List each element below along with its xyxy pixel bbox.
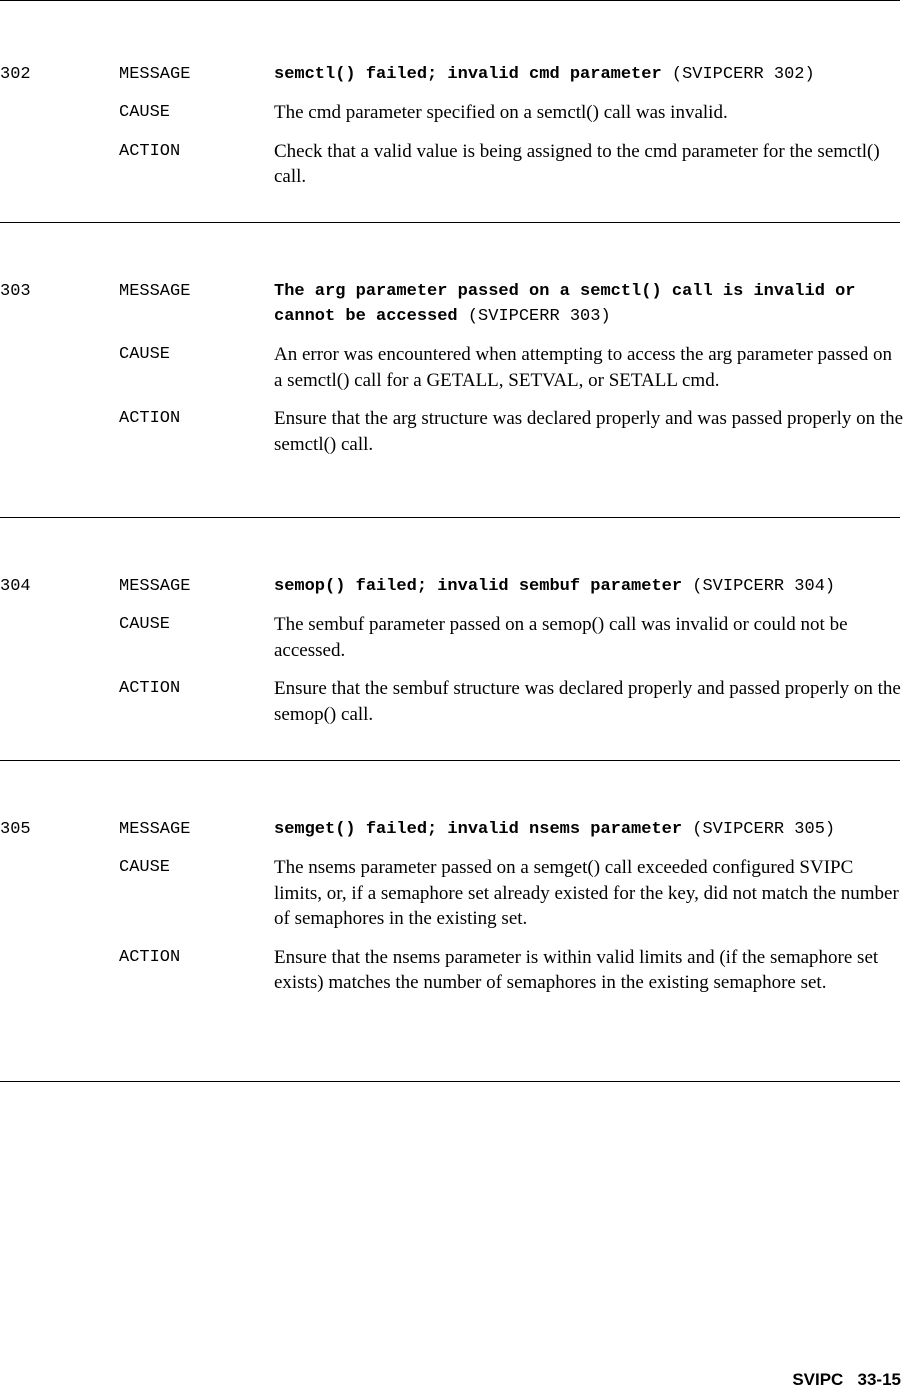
message-row [0,62,907,87]
message-label: MESSAGE [119,65,191,84]
error-entry-302 [0,62,907,190]
cause-text: The sembuf parameter passed on a semop() call was invalid or could not be accessed. [274,614,848,661]
cause-label: CAUSE [119,103,171,122]
action-label: ACTION [119,679,181,698]
cause-row [0,612,907,663]
page-footer [792,1370,901,1390]
cause-row [0,100,907,126]
action-text: Ensure that the sembuf structure was declared properly and passed properly on the semop() call. [274,678,901,725]
error-code: 302 [0,65,31,84]
message-main: semget() failed; invalid nsems parameter [274,820,683,839]
message-main: The arg parameter passed on a semctl() call is invalid or cannot be accessed [274,282,856,326]
error-code: 305 [0,820,31,839]
message-label: MESSAGE [119,282,191,301]
top-rule [0,0,900,1]
action-row [0,406,907,457]
message-label: MESSAGE [119,577,191,596]
message-main: semctl() failed; invalid cmd parameter [274,65,662,84]
error-entry-305 [0,817,907,996]
cause-row [0,342,907,393]
cause-label: CAUSE [119,858,171,877]
footer-section: SVIPC [792,1370,844,1389]
error-entry-303 [0,279,907,457]
action-row [0,139,907,190]
error-entry-304 [0,574,907,727]
action-row [0,676,907,727]
cause-label: CAUSE [119,615,171,634]
cause-row [0,855,907,932]
cause-text: The nsems parameter passed on a semget() call exceeded configured SVIPC limits, or, if a semaphore set already existed for the key, did not match the number of semaphores in the existing set. [274,857,899,929]
separator-rule [0,760,900,761]
message-row [0,817,907,842]
action-label: ACTION [119,141,181,161]
message-text [274,279,904,329]
cause-text: An error was encountered when attempting to access the arg parameter passed on a semctl() call for a GETALL, SETVAL, or SETALL cmd. [274,344,892,391]
message-ref: (SVIPCERR 303) [467,307,611,326]
separator-rule [0,517,900,518]
action-row [0,945,907,996]
message-main: semop() failed; invalid sembuf parameter [274,577,683,596]
cause-label: CAUSE [119,345,171,364]
message-label: MESSAGE [119,820,191,839]
action-text: Check that a valid value is being assigned to the cmd parameter for the semctl() call. [274,140,880,187]
message-text [274,817,904,842]
action-label: ACTION [119,409,181,428]
message-text [274,62,904,87]
error-code: 303 [0,282,31,301]
message-ref: (SVIPCERR 302) [671,65,815,84]
message-row [0,279,907,329]
action-text: Ensure that the arg structure was declared properly and was passed properly on the semctl() call. [274,408,904,455]
message-text [274,574,904,599]
cause-text: The cmd parameter specified on a semctl() call was invalid. [274,102,728,123]
bottom-rule [0,1081,900,1082]
separator-rule [0,222,900,223]
message-ref: (SVIPCERR 305) [692,820,836,839]
action-text: Ensure that the nsems parameter is within valid limits and (if the semaphore set exists) matches the number of semaphores in the existing semaphore set. [274,946,879,993]
message-row [0,574,907,599]
message-ref: (SVIPCERR 304) [692,577,836,596]
error-code: 304 [0,577,31,596]
action-label: ACTION [119,947,181,967]
footer-page-number: 33-15 [857,1370,901,1389]
